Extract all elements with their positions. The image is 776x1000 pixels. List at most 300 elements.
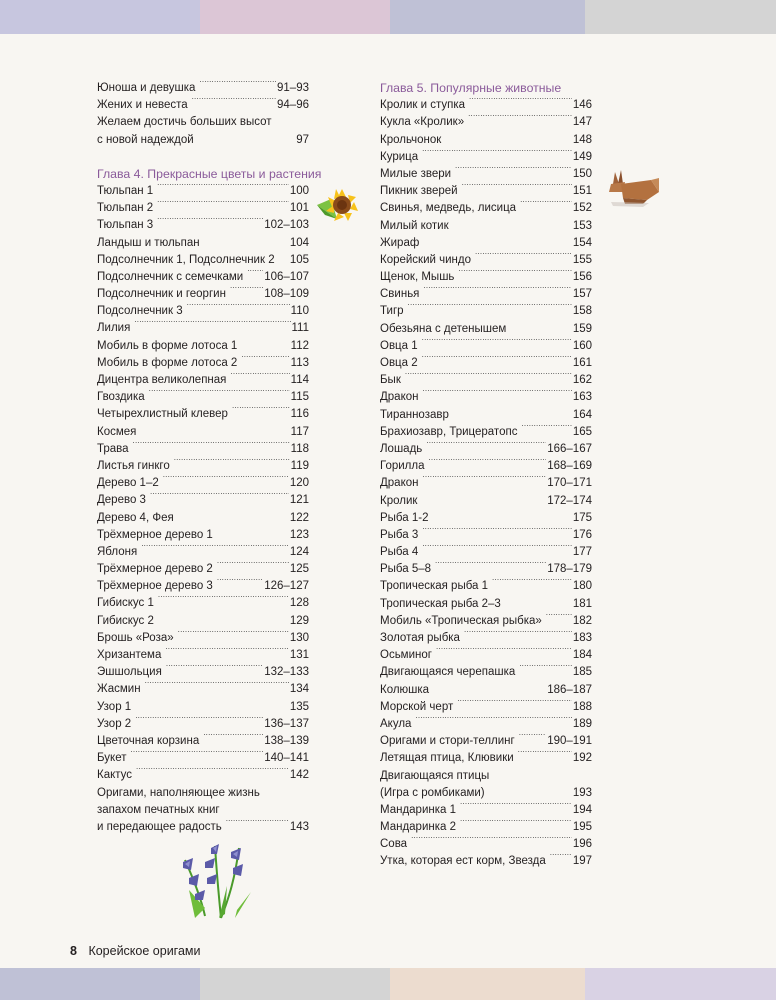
dot-leader [519, 665, 572, 675]
toc-entry [380, 441, 592, 458]
toc-entry-title: Дракон [380, 477, 419, 490]
toc-entry [97, 630, 309, 647]
dot-leader [458, 270, 571, 280]
toc-entry-title: Оригами, наполняющее жизнь [97, 786, 260, 799]
toc-entry-page: 158 [572, 305, 592, 318]
toc-entry [380, 733, 592, 750]
toc-entry [97, 372, 309, 389]
sunflower-origami-icon [315, 185, 363, 229]
band-segment [390, 968, 585, 1000]
toc-entry-title: Юноша и девушка [97, 82, 196, 94]
toc-entry-title: (Игра с ромбиками) [380, 786, 485, 799]
dot-leader [279, 253, 289, 263]
toc-entry-title: Дицентра великолепная [97, 374, 227, 386]
band-segment [200, 968, 390, 1000]
dot-leader [510, 322, 571, 332]
toc-entry-title: Кролик и ступка [380, 99, 466, 112]
toc-entry-page: 134 [289, 683, 309, 696]
toc-entry [380, 114, 592, 131]
toc-entry-title: Трёхмерное дерево 3 [97, 580, 213, 593]
dot-leader [411, 837, 572, 847]
dot-leader [468, 115, 572, 125]
dot-leader [230, 287, 263, 297]
toc-entry [97, 406, 309, 423]
toc-entry [97, 132, 309, 149]
toc-entry [380, 132, 592, 149]
toc-entry [380, 716, 592, 733]
toc-entry [380, 303, 592, 320]
toc-entry [97, 269, 309, 286]
toc-entry-title: Овца 1 [380, 339, 418, 352]
toc-entry-page: 125 [289, 563, 309, 576]
toc-entry-page: 170–171 [547, 477, 592, 490]
toc-entry-page: 108–109 [264, 288, 309, 301]
toc-entry-page: 97 [296, 133, 309, 146]
dot-leader [462, 184, 572, 194]
rabbit-origami-icon [603, 170, 663, 208]
toc-entry-page: 91–93 [277, 82, 309, 94]
bottom-color-band [0, 968, 776, 1000]
dot-leader [422, 150, 572, 160]
band-segment [0, 0, 200, 34]
toc-entry [380, 510, 592, 527]
toc-entry-title: с новой надеждой [97, 133, 194, 146]
dot-leader [464, 631, 572, 641]
toc-entry-page: 182 [572, 614, 592, 627]
toc-entry-title: Милый котик [380, 219, 449, 232]
dot-leader [492, 579, 572, 589]
dot-leader [475, 253, 572, 263]
toc-entry [380, 372, 592, 389]
toc-entry-page: 196 [572, 838, 592, 851]
toc-entry-title: Эшшольция [97, 666, 162, 679]
toc-entry-page: 165 [572, 425, 592, 438]
toc-entry-title: Подсолнечник и георгин [97, 288, 226, 301]
dot-leader [178, 511, 289, 521]
toc-entry-title: Золотая рыбка [380, 632, 460, 644]
toc-entry-title: Трава [97, 442, 129, 455]
toc-entry-title: Двигающаяся черепашка [380, 666, 516, 679]
toc-entry [97, 544, 309, 561]
toc-entry-title: и передающее радость [97, 820, 222, 833]
toc-entry [97, 80, 309, 97]
toc-entry-page: 94–96 [277, 99, 309, 112]
toc-entry-page: 126–127 [264, 580, 309, 593]
toc-entry-title: Рыба 3 [380, 528, 419, 541]
toc-entry-title: Свинья [380, 288, 420, 301]
toc-entry-title: Осьминог [380, 649, 432, 662]
toc-entry [97, 183, 309, 200]
toc-entry-page: 124 [289, 545, 309, 558]
toc-entry [97, 200, 309, 217]
toc-entry-page: 185 [572, 666, 592, 679]
toc-entry [97, 235, 309, 252]
dot-leader [131, 751, 264, 761]
toc-entry-page: 115 [290, 391, 309, 404]
toc-entry-page: 168–169 [547, 460, 592, 473]
dot-leader [158, 614, 289, 624]
toc-entry-page: 119 [290, 459, 309, 472]
toc-entry-page: 178–179 [547, 563, 592, 576]
dot-leader [520, 201, 572, 211]
toc-entry-page: 162 [572, 374, 592, 387]
dot-leader [163, 476, 289, 486]
toc-entry [97, 441, 309, 458]
toc-entry [380, 544, 592, 561]
toc-entry [97, 320, 309, 337]
toc-entry-title: Двигающаяся птицы [380, 769, 490, 782]
toc-entry-page: 177 [572, 546, 592, 559]
dot-leader [178, 631, 289, 641]
toc-entry-title: Гибискус 2 [97, 614, 154, 627]
toc-entry [380, 166, 592, 183]
toc-entry-title: Желаем достичь больших высот [97, 116, 272, 129]
toc-entry-page: 189 [572, 717, 592, 730]
dot-leader [423, 236, 572, 246]
toc-entry-title: Милые звери [380, 167, 452, 180]
toc-entry [380, 269, 592, 286]
dot-leader [423, 287, 571, 297]
toc-entry [97, 303, 309, 320]
toc-entry-page: 106–107 [264, 270, 309, 283]
toc-entry-page: 184 [572, 649, 592, 662]
band-segment [0, 968, 200, 1000]
dot-leader [521, 425, 571, 435]
toc-entry-title: Овца 2 [380, 357, 418, 369]
toc-entry [97, 561, 309, 578]
toc-entry-title: Утка, которая ест корм, Звезда [380, 855, 546, 868]
dot-leader [519, 734, 546, 744]
toc-entry [97, 217, 309, 234]
chapter-5-heading: Глава 5. Популярные животные [380, 81, 562, 95]
toc-entry [380, 750, 592, 767]
toc-entry-title: Гибискус 1 [97, 597, 154, 610]
toc-entry-page: 113 [290, 356, 309, 369]
toc-entry-page: 118 [290, 442, 309, 455]
toc-entry-page: 114 [290, 374, 309, 386]
right-column [380, 80, 592, 871]
toc-entry [380, 97, 592, 114]
dot-leader [174, 459, 290, 469]
toc-entry-title: Подсолнечник 1, Подсолнечник 2 [97, 253, 275, 266]
dot-leader [546, 614, 572, 624]
dot-leader [135, 717, 263, 727]
toc-entry-title: Трёхмерное дерево 2 [97, 563, 213, 576]
toc-entry-page: 102–103 [264, 219, 309, 232]
toc-entry-title: Акула [380, 717, 412, 730]
dot-leader [453, 219, 572, 229]
toc-entry [380, 355, 592, 372]
toc-entry-page: 123 [289, 528, 309, 541]
toc-entry [380, 493, 592, 510]
toc-entry-title: Морской черт [380, 700, 454, 713]
dot-leader [426, 442, 546, 452]
toc-entry-page: 136–137 [264, 717, 309, 730]
toc-entry-title: Корейский чиндо [380, 253, 472, 266]
dot-leader [199, 81, 276, 91]
toc-entry-title: Рыба 4 [380, 546, 419, 559]
toc-entry-title: Рыба 5–8 [380, 563, 432, 576]
toc-entry-page: 146 [572, 99, 592, 112]
toc-entry-title: Брахиозавр, Трицератопс [380, 425, 518, 438]
toc-entry [97, 733, 309, 750]
toc-entry [97, 492, 309, 509]
dot-leader [157, 201, 289, 211]
toc-entry-title: Мобиль в форме лотоса 1 [97, 339, 238, 352]
toc-entry-page: 140–141 [264, 752, 309, 765]
dot-leader [157, 184, 289, 194]
dot-leader [422, 356, 572, 366]
toc-entry-page: 156 [572, 271, 592, 284]
toc-entry-title: Обезьяна с детенышем [380, 322, 507, 335]
toc-entry-page: 195 [572, 821, 592, 834]
toc-entry-page: 152 [572, 202, 592, 215]
toc-entry-page: 135 [289, 700, 309, 713]
toc-entry-page: 159 [572, 322, 592, 335]
toc-entry [380, 218, 592, 235]
toc-entry-title: Тигр [380, 305, 404, 318]
dot-leader [422, 545, 572, 555]
toc-entry [380, 664, 592, 681]
toc-entry [97, 647, 309, 664]
dot-leader [241, 339, 289, 349]
toc-entry-title: Кролик [380, 494, 418, 507]
dot-leader [141, 545, 289, 555]
toc-entry-title: Тираннозавр [380, 408, 449, 421]
toc-entry [97, 510, 309, 527]
toc-entry [97, 681, 309, 698]
toc-entry-page: 121 [289, 494, 309, 507]
toc-entry-page: 154 [572, 236, 592, 249]
toc-entry [97, 595, 309, 612]
toc-entry [380, 200, 592, 217]
toc-entry [380, 183, 592, 200]
toc-entry-title: Подсолнечник 3 [97, 305, 183, 318]
toc-entry-page: 155 [572, 253, 592, 266]
toc-entry-title: Лилия [97, 322, 131, 335]
toc-entry-page: 117 [290, 425, 309, 438]
toc-entry-title: Оригами и стори-теллинг [380, 735, 515, 748]
toc-entry-title: Свинья, медведь, лисица [380, 202, 517, 215]
toc-entry-page: 148 [572, 133, 592, 146]
toc-entry-page: 130 [289, 631, 309, 644]
toc-entry [97, 716, 309, 733]
toc-entry-title: Бык [380, 374, 401, 387]
toc-entry [380, 819, 592, 836]
toc-entry-title: Мандаринка 2 [380, 821, 457, 834]
toc-entry [380, 286, 592, 303]
toc-entry-title: Кактус [97, 769, 133, 782]
toc-entry-page: 161 [572, 357, 592, 369]
toc-entry-title: Букет [97, 752, 127, 765]
toc-entry-title: Жасмин [97, 683, 141, 696]
dot-leader [421, 494, 546, 504]
dot-leader [423, 476, 547, 486]
toc-entry-title: Яблоня [97, 545, 138, 558]
toc-entry [380, 424, 592, 441]
toc-entry-page: 153 [572, 219, 592, 232]
dot-leader [149, 390, 290, 400]
toc-entry [97, 114, 309, 131]
toc-entry-page: 147 [572, 116, 592, 129]
band-segment [585, 968, 776, 1000]
toc-entry-page: 129 [289, 614, 309, 627]
toc-entry-page: 150 [572, 167, 592, 180]
toc-entry-title: Мобиль «Тропическая рыбка» [380, 614, 542, 627]
dot-leader [158, 596, 289, 606]
toc-entry [97, 355, 309, 372]
toc-entry [97, 578, 309, 595]
toc-entry-title: Узор 1 [97, 700, 132, 713]
toc-entry-title: Гвоздика [97, 391, 145, 404]
toc-entry [380, 578, 592, 595]
toc-entry [97, 750, 309, 767]
toc-entry-page: 192 [572, 752, 592, 765]
toc-entry [97, 664, 309, 681]
toc-entry-page: 143 [289, 820, 309, 833]
toc-entry-page: 194 [572, 803, 592, 816]
toc-entry-page: 138–139 [264, 734, 309, 747]
toc-entry [380, 802, 592, 819]
toc-entry-page: 183 [572, 632, 592, 644]
toc-entry-page: 111 [291, 322, 309, 335]
dot-leader [415, 717, 571, 727]
toc-entry-page: 142 [289, 769, 309, 782]
toc-entry-page: 110 [290, 305, 309, 318]
toc-entry-title: Трёхмерное дерево 1 [97, 528, 213, 541]
dot-leader [489, 786, 572, 796]
toc-entry [97, 389, 309, 406]
toc-entry-page: 128 [289, 597, 309, 610]
dot-leader [140, 425, 289, 435]
toc-entry [380, 853, 592, 870]
chapter-4-heading: Глава 4. Прекрасные цветы и растения [97, 166, 322, 181]
toc-entry-page: 190–191 [547, 735, 592, 748]
toc-entry-page: 163 [572, 391, 592, 404]
dot-leader [436, 648, 572, 658]
toc-entry-title: Брошь «Роза» [97, 631, 174, 644]
dot-leader [435, 562, 546, 572]
dot-leader [518, 751, 572, 761]
toc-entry-page: 180 [572, 580, 592, 593]
toc-entry-page: 131 [289, 649, 309, 661]
toc-entry [97, 613, 309, 630]
dot-leader [165, 648, 288, 658]
band-segment [585, 0, 776, 34]
toc-entry [97, 785, 309, 802]
toc-entry-page: 176 [572, 528, 592, 541]
toc-entry-page: 105 [289, 253, 309, 266]
dot-leader [135, 700, 289, 710]
toc-entry [380, 475, 592, 492]
dot-leader [423, 390, 572, 400]
toc-entry [380, 647, 592, 664]
toc-entry-page: 193 [572, 786, 592, 799]
toc-entry [380, 613, 592, 630]
dot-leader [453, 408, 572, 418]
dot-leader [134, 321, 290, 331]
toc-entry [97, 802, 309, 819]
toc-entry [380, 149, 592, 166]
toc-entry-title: Жених и невеста [97, 99, 188, 112]
dot-leader [408, 304, 572, 314]
toc-entry [97, 819, 309, 836]
toc-entry-page: 149 [572, 150, 592, 163]
toc-entry-page: 112 [290, 339, 309, 352]
toc-entry [380, 527, 592, 544]
toc-entry-title: Дракон [380, 391, 419, 404]
dot-leader [192, 98, 276, 108]
toc-entry-title: Тюльпан 1 [97, 184, 154, 197]
toc-entry [380, 836, 592, 853]
left-top-entries [97, 80, 309, 149]
toc-entry-page: 116 [290, 408, 309, 421]
toc-entry-page: 120 [289, 477, 309, 490]
toc-entry-title: Дерево 4, Фея [97, 511, 174, 524]
toc-entry-page: 181 [572, 597, 592, 610]
dot-leader [217, 562, 289, 572]
toc-entry-title: Кукла «Кролик» [380, 116, 465, 129]
dot-leader [157, 218, 263, 228]
book-title: Корейское оригами [88, 944, 201, 958]
toc-entry-page: 104 [289, 236, 309, 249]
toc-entry [97, 699, 309, 716]
toc-entry-title: Горилла [380, 460, 425, 473]
dot-leader [187, 304, 290, 314]
dot-leader [136, 768, 289, 778]
toc-entry-title: Рыба 1-2 [380, 511, 429, 524]
dot-leader [469, 98, 572, 108]
toc-entry [380, 321, 592, 338]
toc-entry-title: Пикник зверей [380, 185, 458, 198]
dot-leader [203, 734, 263, 744]
toc-entry-title: Листья гинкго [97, 459, 170, 472]
toc-entry-title: Дерево 1–2 [97, 477, 159, 490]
toc-entry-title: Тропическая рыба 1 [380, 580, 489, 593]
toc-entry [380, 630, 592, 647]
toc-entry [97, 527, 309, 544]
toc-entry-title: Ландыш и тюльпан [97, 236, 200, 249]
dot-leader [422, 528, 572, 538]
toc-entry-title: Щенок, Мышь [380, 271, 455, 284]
toc-entry [380, 407, 592, 424]
toc-entry-page: 164 [572, 408, 592, 421]
toc-entry-title: Мобиль в форме лотоса 2 [97, 356, 238, 369]
dot-leader [150, 493, 289, 503]
toc-entry-page: 175 [572, 511, 592, 524]
dot-leader [166, 665, 263, 675]
toc-entry [97, 767, 309, 784]
toc-entry [380, 389, 592, 406]
dot-leader [247, 270, 263, 280]
toc-entry [97, 338, 309, 355]
toc-entry [380, 699, 592, 716]
band-segment [390, 0, 585, 34]
dot-leader [232, 407, 290, 417]
dot-leader [457, 700, 572, 710]
toc-entry-title: Подсолнечник с семечками [97, 270, 244, 283]
toc-entry-title: Лошадь [380, 442, 423, 455]
toc-entry-title: Жираф [380, 236, 420, 249]
toc-entry [97, 286, 309, 303]
chapter-5-entries [380, 97, 592, 870]
dot-leader [460, 803, 572, 813]
dot-leader [230, 373, 289, 383]
toc-entry-page: 166–167 [547, 442, 592, 455]
dot-leader [145, 682, 289, 692]
toc-entry-title: Тропическая рыба 2–3 [380, 597, 501, 610]
page-footer [70, 944, 201, 958]
